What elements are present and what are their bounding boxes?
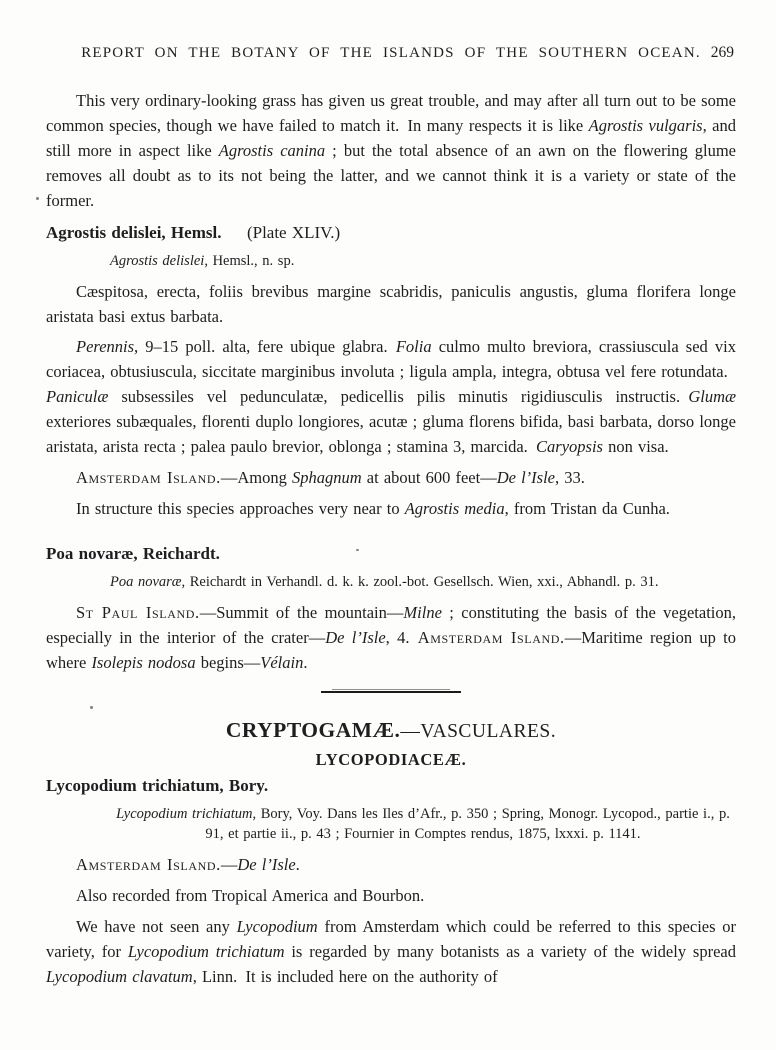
scan-speck: [36, 197, 39, 200]
latin-description-1: Cæspitosa, erecta, foliis brevibus margine scabridis, paniculis angustis, gluma florifera longe aristata basi extus barbata.: [46, 282, 736, 326]
habitat-line-lycopodium: Amsterdam Island.—De l’Isle.: [76, 855, 300, 874]
synonym-line-agrostis: Agrostis delislei, Hemsl., n. sp.: [110, 253, 295, 269]
reference-paragraph-lycopodium: Lycopodium trichiatum, Bory, Voy. Dans les Iles d’Afr., p. 350 ; Spring, Monogr. Lycopod., partie i., p. 91, et partie ii., p. 43 ; Fournier in Comptes rendus, 1875, lxxxi. p. 1141.: [116, 806, 730, 842]
distribution-paragraph-poa: St Paul Island.—Summit of the mountain—Milne ; constituting the basis of the vegetation, especially in the interior of the crater—De l’Isle, 4. Amsterdam Island.—Maritime region up to where Isolepis nodosa begins—Vélain.: [46, 603, 737, 672]
species-heading-poa-novarae: Poa novaræ, Reichardt.: [46, 544, 220, 563]
divider-line-thin: [332, 689, 450, 690]
reference-line-poa: Poa novaræ, Reichardt in Verhandl. d. k. k. zool.-bot. Gesellsch. Wien, xxi., Abhandl. p. 31.: [110, 574, 659, 590]
note-paragraph-agrostis: In structure this species approaches very near to Agrostis media, from Tristan da Cunha.: [76, 499, 670, 518]
running-header-title: REPORT ON THE BOTANY OF THE ISLANDS OF THE SOUTHERN OCEAN.: [81, 45, 701, 61]
division-heading-cryptogamae: CRYPTOGAMÆ.—VASCULARES.: [225, 718, 557, 742]
scan-speck: [90, 706, 93, 709]
page-number: 269: [710, 44, 734, 61]
species-heading-lycopodium-trichiatum: Lycopodium trichiatum, Bory.: [46, 776, 269, 795]
section-divider: [321, 689, 461, 693]
scan-speck: [356, 549, 359, 551]
closing-paragraph: We have not seen any Lycopodium from Amsterdam which could be referred to this species or variety, for Lycopodium trichiatum is regarded by many botanists as a variety of the widely spread Lycopodium clavatum, Linn. It is included here on the authority of: [46, 917, 737, 986]
habitat-line-agrostis: Amsterdam Island.—Among Sphagnum at about 600 feet—De l’Isle, 33.: [76, 468, 585, 487]
intro-paragraph: This very ordinary-looking grass has given us great trouble, and may after all turn out to be some common species, though we have failed to match it. In many respects it is like Agrostis vulgaris, and still more in aspect like Agrostis canina ; but the total absence of an awn on the flowering glume removes all doubt as to its not being the latter, and we cannot think it is a variety or state of the former.: [46, 91, 737, 210]
species-heading-agrostis-delislei: Agrostis delislei, Hemsl. (Plate XLIV.): [46, 223, 341, 242]
latin-description-2: Perennis, 9–15 poll. alta, fere ubique glabra. Folia culmo multo breviora, crassiuscula sed vix coriacea, obtusiuscula, siccitate marginibus involuta ; ligula ampla, integra, obtusa vel fere rotundata. Paniculæ subsessiles vel pedunculatæ, pedicellis pilis minutis rigidiusculis instructis. Glumæ exteriores subæquales, florenti duplo longiores, acutæ ; gluma florens bifida, basi barbata, dorso longe aristata, arista recta ; palea paulo brevior, oblonga ; stamina 3, marcida. Caryopsis non visa.: [46, 337, 736, 456]
divider-line-thick: [321, 691, 461, 693]
note-paragraph-lycopodium: Also recorded from Tropical America and Bourbon.: [76, 886, 425, 905]
family-heading-lycopodiaceae: LYCOPODIACEÆ.: [315, 750, 467, 769]
running-header: [46, 45, 736, 61]
